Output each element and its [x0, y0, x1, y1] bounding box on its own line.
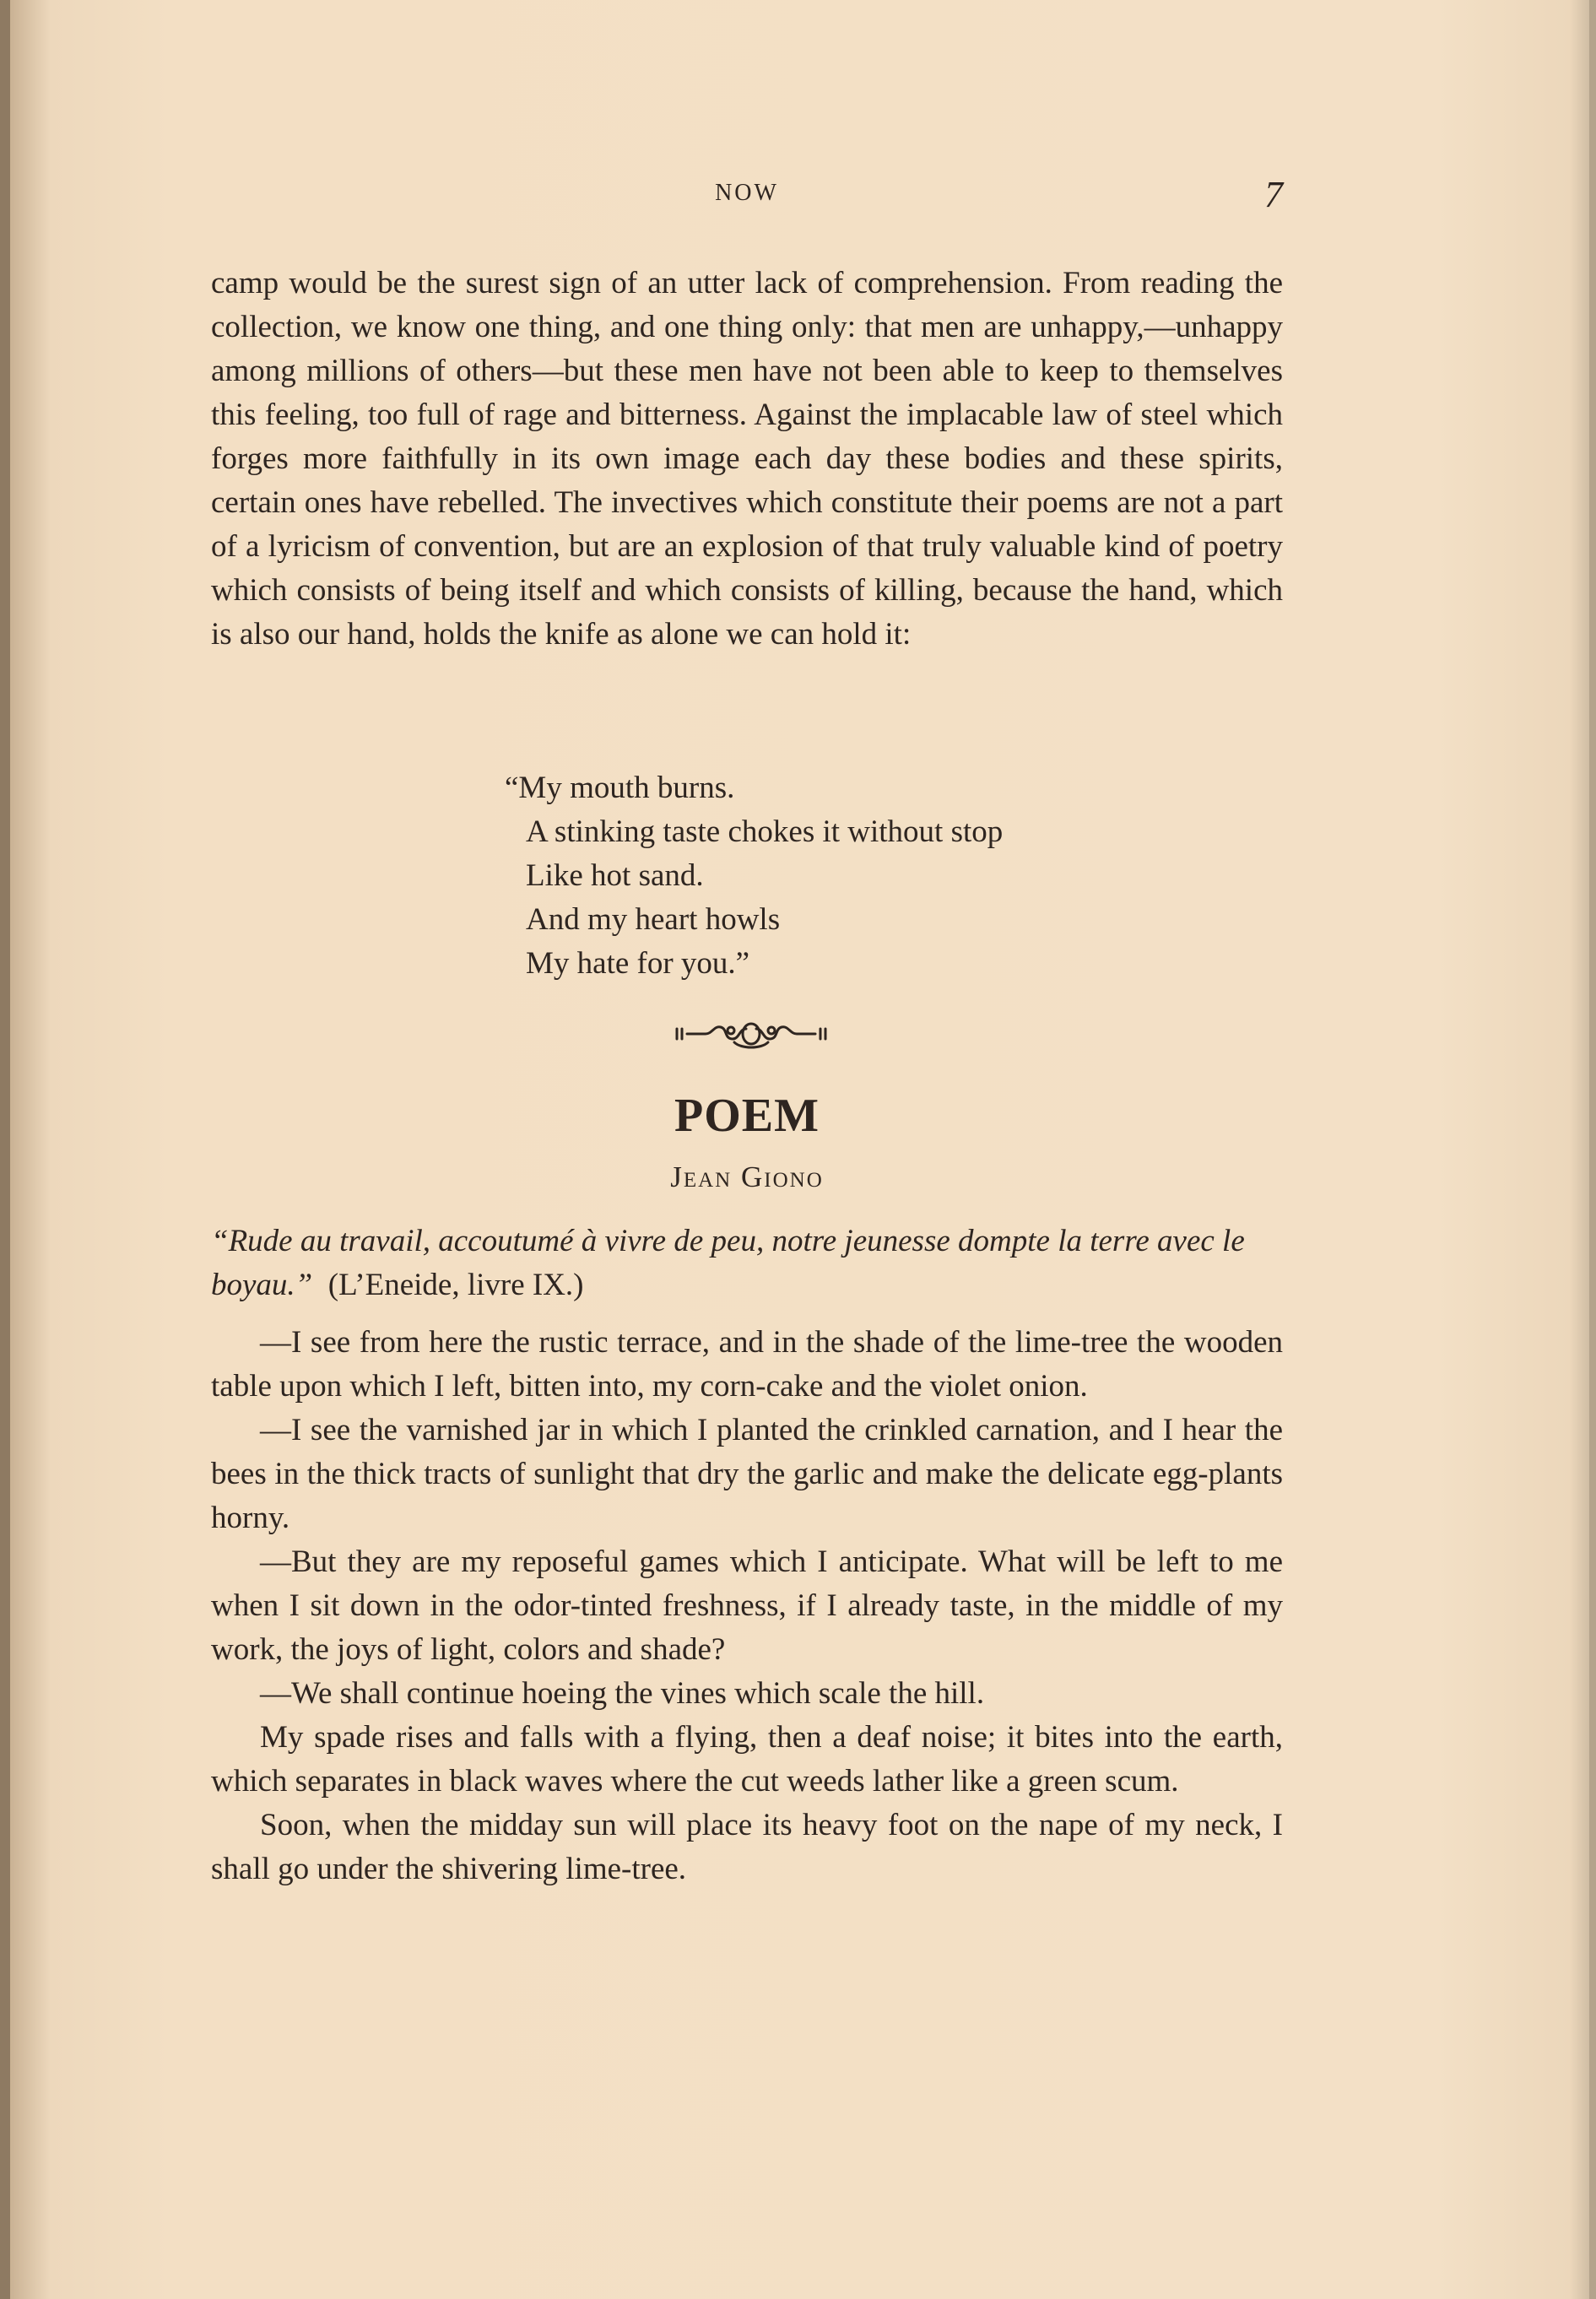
poem-paragraph: Soon, when the midday sun will place its heavy foot on the nape of my neck, I shall go under the shivering lime-tree. — [211, 1808, 1283, 1886]
book-spine-shadow — [0, 0, 10, 2299]
poem-title: POEM — [674, 1090, 820, 1142]
poem-paragraph: —But they are my reposeful games which I anticipate. What will be left to me when I sit down in the odor-tinted freshness, if I already taste, in the middle of my work, the joys of light, colors and shade? — [211, 1544, 1283, 1667]
epigraph-quote: “Rude au travail, accoutumé à vivre de peu, notre jeunesse dompte la terre avec le boyau.” — [211, 1224, 1245, 1302]
ornament-divider-icon — [675, 1017, 827, 1051]
poem-body — [211, 1321, 1283, 1891]
verse-line: A stinking taste chokes it without stop — [526, 814, 1004, 849]
epigraph — [211, 1220, 1283, 1307]
verse-line: And my heart howls — [526, 902, 781, 937]
essay-paragraph-block — [211, 262, 1283, 657]
essay-paragraph: camp would be the surest sign of an utter lack of comprehension. From reading the collection, we know one thing, and one thing only: that men are unhappy,—unhappy among millions of others—but these men have not been able to keep to themselves this feeling, too full of rage and bitterness. Against the implacable law of steel which forges more faithfully in its own image each day these bodies and these spirits, certain ones have rebelled. The invectives which constitute their poems are not a part of a lyricism of convention, but are an explosion of that truly valuable kind of poetry which consists of being itself and which consists of killing, because the hand, which is also our hand, holds the knife as alone we can hold it: — [211, 266, 1283, 652]
poem-paragraph: —I see the varnished jar in which I planted the crinkled carnation, and I hear the bees in the thick tracts of sunlight that dry the garlic and make the delicate egg-plants horny. — [211, 1413, 1283, 1535]
poem-author: Jean Giono — [670, 1160, 824, 1193]
poem-paragraph: —I see from here the rustic terrace, and in the shade of the lime-tree the wooden table upon which I left, bitten into, my corn-cake and the violet onion. — [211, 1325, 1283, 1404]
verse-line: “My mouth burns. — [505, 771, 735, 805]
verse-line: Like hot sand. — [526, 858, 704, 893]
verse-line: My hate for you.” — [526, 946, 750, 981]
epigraph-source: (L’Eneide, livre IX.) — [327, 1268, 584, 1302]
page-number: 7 — [1264, 174, 1283, 215]
quoted-verse — [505, 766, 1003, 986]
poem-paragraph: —We shall continue hoeing the vines which scale the hill. — [260, 1676, 985, 1711]
running-title: NOW — [715, 180, 779, 206]
poem-paragraph: My spade rises and falls with a flying, then a deaf noise; it bites into the earth, which separates in black waves where the cut weeds lather like a green scum. — [211, 1720, 1283, 1799]
running-head — [211, 173, 1283, 224]
page-edge — [1589, 0, 1596, 2299]
